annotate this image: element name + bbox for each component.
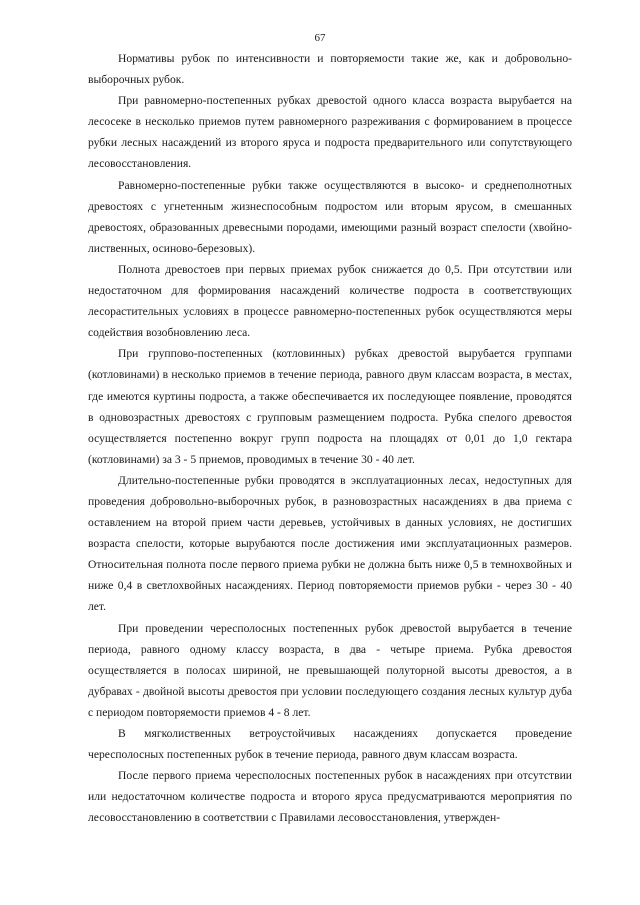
paragraph: После первого приема чересполосных постепенных рубок в насаждениях при отсутствии или недостаточном количестве подроста и второго яруса предусматриваются мероприятия по лесовосстановлению в соответствии с Правилами лесовосстановления, утвержден- (88, 769, 572, 825)
paragraph: Длительно-постепенные рубки проводятся в эксплуатационных лесах, недоступных для проведения добровольно-выборочных рубок, в разновозрастных насаждениях в два приема с оставлением на второй прием части деревьев, устойчивых в данных условиях, не достигших возраста спелости, которые вырубаются после достижения ими эксплуатационных размеров. Относительная полнота после первого приема рубки не должна быть ниже 0,5 в темнохвойных и ниже 0,4 в светлохвойных насаждениях. Период повторяемости приемов рубки - через 30 - 40 лет. (88, 473, 572, 614)
page-body (88, 48, 572, 828)
paragraph: При равномерно-постепенных рубках древостой одного класса возраста вырубается на лесосеке в несколько приемов путем равномерного разреживания с формированием в процессе рубки лесных насаждений из второго яруса и подроста предварительного или сопутствующего лесовосстановления. (88, 94, 572, 171)
paragraph: Полнота древостоев при первых приемах рубок снижается до 0,5. При отсутствии или недостаточном для формирования насаждений количестве подроста в соответствующих лесорастительных условиях в процессе равномерно-постепенных рубок осуществляются меры содействия возобновлению леса. (88, 262, 572, 340)
page-number: 67 (314, 32, 326, 44)
paragraph: Равномерно-постепенные рубки также осуществляются в высоко- и среднеполнотных древостоях с угнетенным жизнеспособным подростом или вторым ярусом, в смешанных древостоях, образованных древесными породами, имеющими разный возраст спелости (хвойно-лиственных, осиново-березовых). (88, 178, 572, 255)
paragraph: При проведении чересполосных постепенных рубок древостой вырубается в течение периода, равного одному классу возраста, в два - четыре приема. Рубка древостоя осуществляется в полосах шириной, не превышающей полуторной высоты древостоя, а в дубравах - двойной высоты древостоя при условии последующего создания лесных культур дуба с периодом повторяемости приемов 4 - 8 лет. (88, 621, 572, 719)
paragraph: Нормативы рубок по интенсивности и повторяемости такие же, как и добровольно-выборочных рубок. (88, 52, 572, 87)
paragraph: В мягколиственных ветроустойчивых насаждениях допускается проведение чересполосных постепенных рубок в течение периода, равного двум классам возраста. (88, 727, 572, 762)
paragraph: При группово-постепенных (котловинных) рубках древостой вырубается группами (котловинами) в несколько приемов в течение периода, равного двум классам возраста, в местах, где имеются куртины подроста, а также обеспечивается их последующее появление, проводятся в одновозрастных древостоях с групповым размещением подроста. Рубка спелого древостоя осуществляется постепенно вокруг групп подроста на площадях от 0,01 до 1,0 гектара (котловинами) за 3 - 5 приемов, проводимых в течение 30 - 40 лет. (88, 347, 572, 466)
